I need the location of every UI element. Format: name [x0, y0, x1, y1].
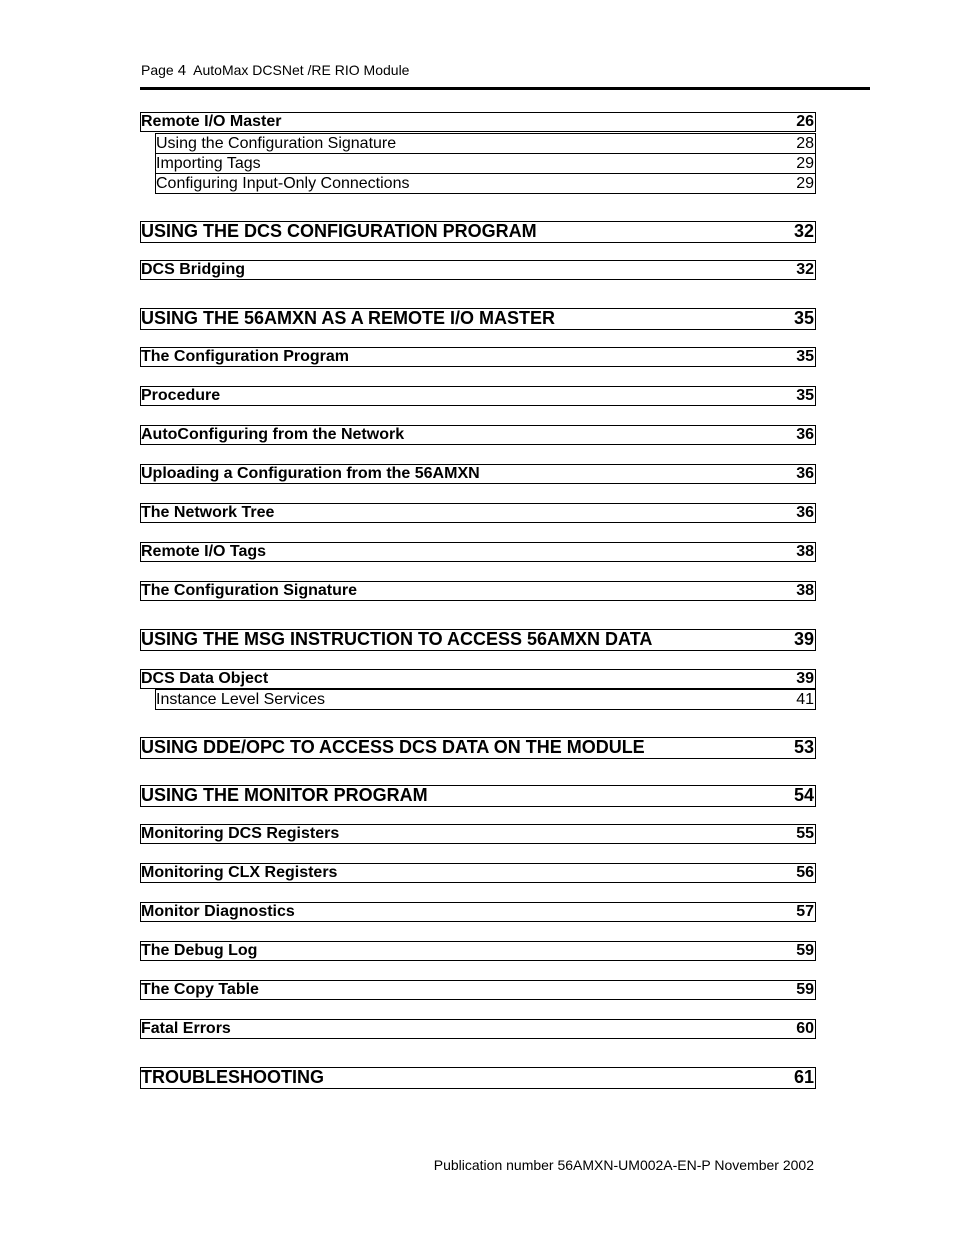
toc-entry[interactable] [140, 785, 816, 807]
toc-entry-page: 60 [796, 1020, 814, 1037]
toc-entry-title: The Configuration Program [141, 348, 349, 365]
toc-entry-title: TROUBLESHOOTING [141, 1067, 324, 1087]
toc-entry-title: Importing Tags [156, 155, 261, 172]
toc-entry[interactable] [140, 464, 816, 484]
toc-entry-page: 39 [796, 670, 814, 687]
toc-entry[interactable] [155, 173, 816, 194]
toc-entry-title: Procedure [141, 387, 221, 404]
toc-entry-title: Remote I/O Master [141, 113, 282, 130]
toc-entry[interactable] [140, 260, 816, 280]
toc-entry-page: 29 [796, 175, 814, 192]
toc-entry-title: Configuring Input-Only Connections [156, 175, 410, 192]
toc-entry-title: The Debug Log [141, 942, 258, 959]
toc-entry-page: 38 [796, 582, 814, 599]
toc-entry-page: 35 [796, 387, 814, 404]
toc-entry-page: 32 [793, 221, 814, 241]
toc-entry[interactable] [140, 308, 816, 330]
toc-entry[interactable] [140, 221, 816, 243]
toc-entry[interactable] [140, 503, 816, 523]
toc-entry-page: 36 [796, 426, 814, 443]
toc-entry-page: 28 [796, 135, 814, 152]
toc-entry-title: AutoConfiguring from the Network [141, 426, 405, 443]
toc-entry-page: 53 [793, 737, 814, 757]
toc-entry-page: 26 [796, 113, 814, 130]
toc-entry-title: USING THE DCS CONFIGURATION PROGRAM [141, 221, 537, 241]
toc-entry-title: DCS Bridging [141, 261, 245, 278]
toc-entry-title: The Copy Table [141, 981, 259, 998]
toc-entry[interactable] [140, 425, 816, 445]
toc-entry[interactable] [140, 863, 816, 883]
toc-entry-title: USING THE MSG INSTRUCTION TO ACCESS 56AMXN DATA [141, 629, 653, 649]
toc-entry[interactable] [155, 689, 816, 710]
toc-entry-page: 41 [796, 691, 814, 708]
page-label: Page [141, 62, 174, 78]
toc-entry[interactable] [155, 133, 816, 154]
toc-entry[interactable] [140, 1019, 816, 1039]
toc-entry-page: 59 [796, 942, 814, 959]
toc-entry-page: 56 [796, 864, 814, 881]
toc-entry-page: 35 [793, 308, 814, 328]
toc-entry-page: 32 [796, 261, 814, 278]
toc-entry[interactable] [140, 902, 816, 922]
toc-entry-title: DCS Data Object [141, 670, 269, 687]
toc-entry[interactable] [140, 542, 816, 562]
document-title: AutoMax DCSNet /RE RIO Module [193, 62, 410, 78]
toc-entry-title: Monitoring CLX Registers [141, 864, 338, 881]
toc-entry-title: Monitor Diagnostics [141, 903, 295, 920]
toc-entry-page: 59 [796, 981, 814, 998]
publication-footer: Publication number 56AMXN-UM002A-EN-P November 2002 [433, 1157, 814, 1173]
toc-entry-page: 36 [796, 504, 814, 521]
toc-entry-title: Uploading a Configuration from the 56AMXN [141, 465, 480, 482]
toc-entry-title: Instance Level Services [156, 691, 325, 708]
toc-entry-title: The Network Tree [141, 504, 275, 521]
toc-entry[interactable] [140, 1067, 816, 1089]
toc-entry[interactable] [155, 153, 816, 174]
toc-entry-page: 35 [796, 348, 814, 365]
toc-entry-page: 55 [796, 825, 814, 842]
toc-entry-page: 61 [793, 1067, 814, 1087]
toc-entry-title: USING THE MONITOR PROGRAM [141, 785, 428, 805]
toc-entry-title: USING THE 56AMXN AS A REMOTE I/O MASTER [141, 308, 556, 328]
toc-entry[interactable] [140, 980, 816, 1000]
toc-entry[interactable] [140, 581, 816, 601]
toc-entry[interactable] [140, 941, 816, 961]
toc-entry-page: 38 [796, 543, 814, 560]
toc-entry[interactable] [140, 386, 816, 406]
toc-entry-page: 57 [796, 903, 814, 920]
toc-entry[interactable] [140, 669, 816, 689]
toc-entry-page: 36 [796, 465, 814, 482]
toc-entry[interactable] [140, 824, 816, 844]
toc-entry-title: Using the Configuration Signature [156, 135, 397, 152]
toc-entry[interactable] [140, 347, 816, 367]
toc-entry-title: USING DDE/OPC TO ACCESS DCS DATA ON THE MODULE [141, 737, 645, 757]
toc-entry[interactable] [140, 737, 816, 759]
toc-entry-page: 39 [793, 629, 814, 649]
toc-entry-title: Fatal Errors [141, 1020, 231, 1037]
toc-entry[interactable] [140, 112, 816, 132]
toc-entry-title: Remote I/O Tags [141, 543, 267, 560]
toc-entry-title: The Configuration Signature [141, 582, 357, 599]
toc-entry[interactable] [140, 629, 816, 651]
page-number: 4 [177, 62, 187, 79]
toc-entry-page: 54 [793, 785, 814, 805]
toc-entry-page: 29 [796, 155, 814, 172]
toc-entry-title: Monitoring DCS Registers [141, 825, 340, 842]
